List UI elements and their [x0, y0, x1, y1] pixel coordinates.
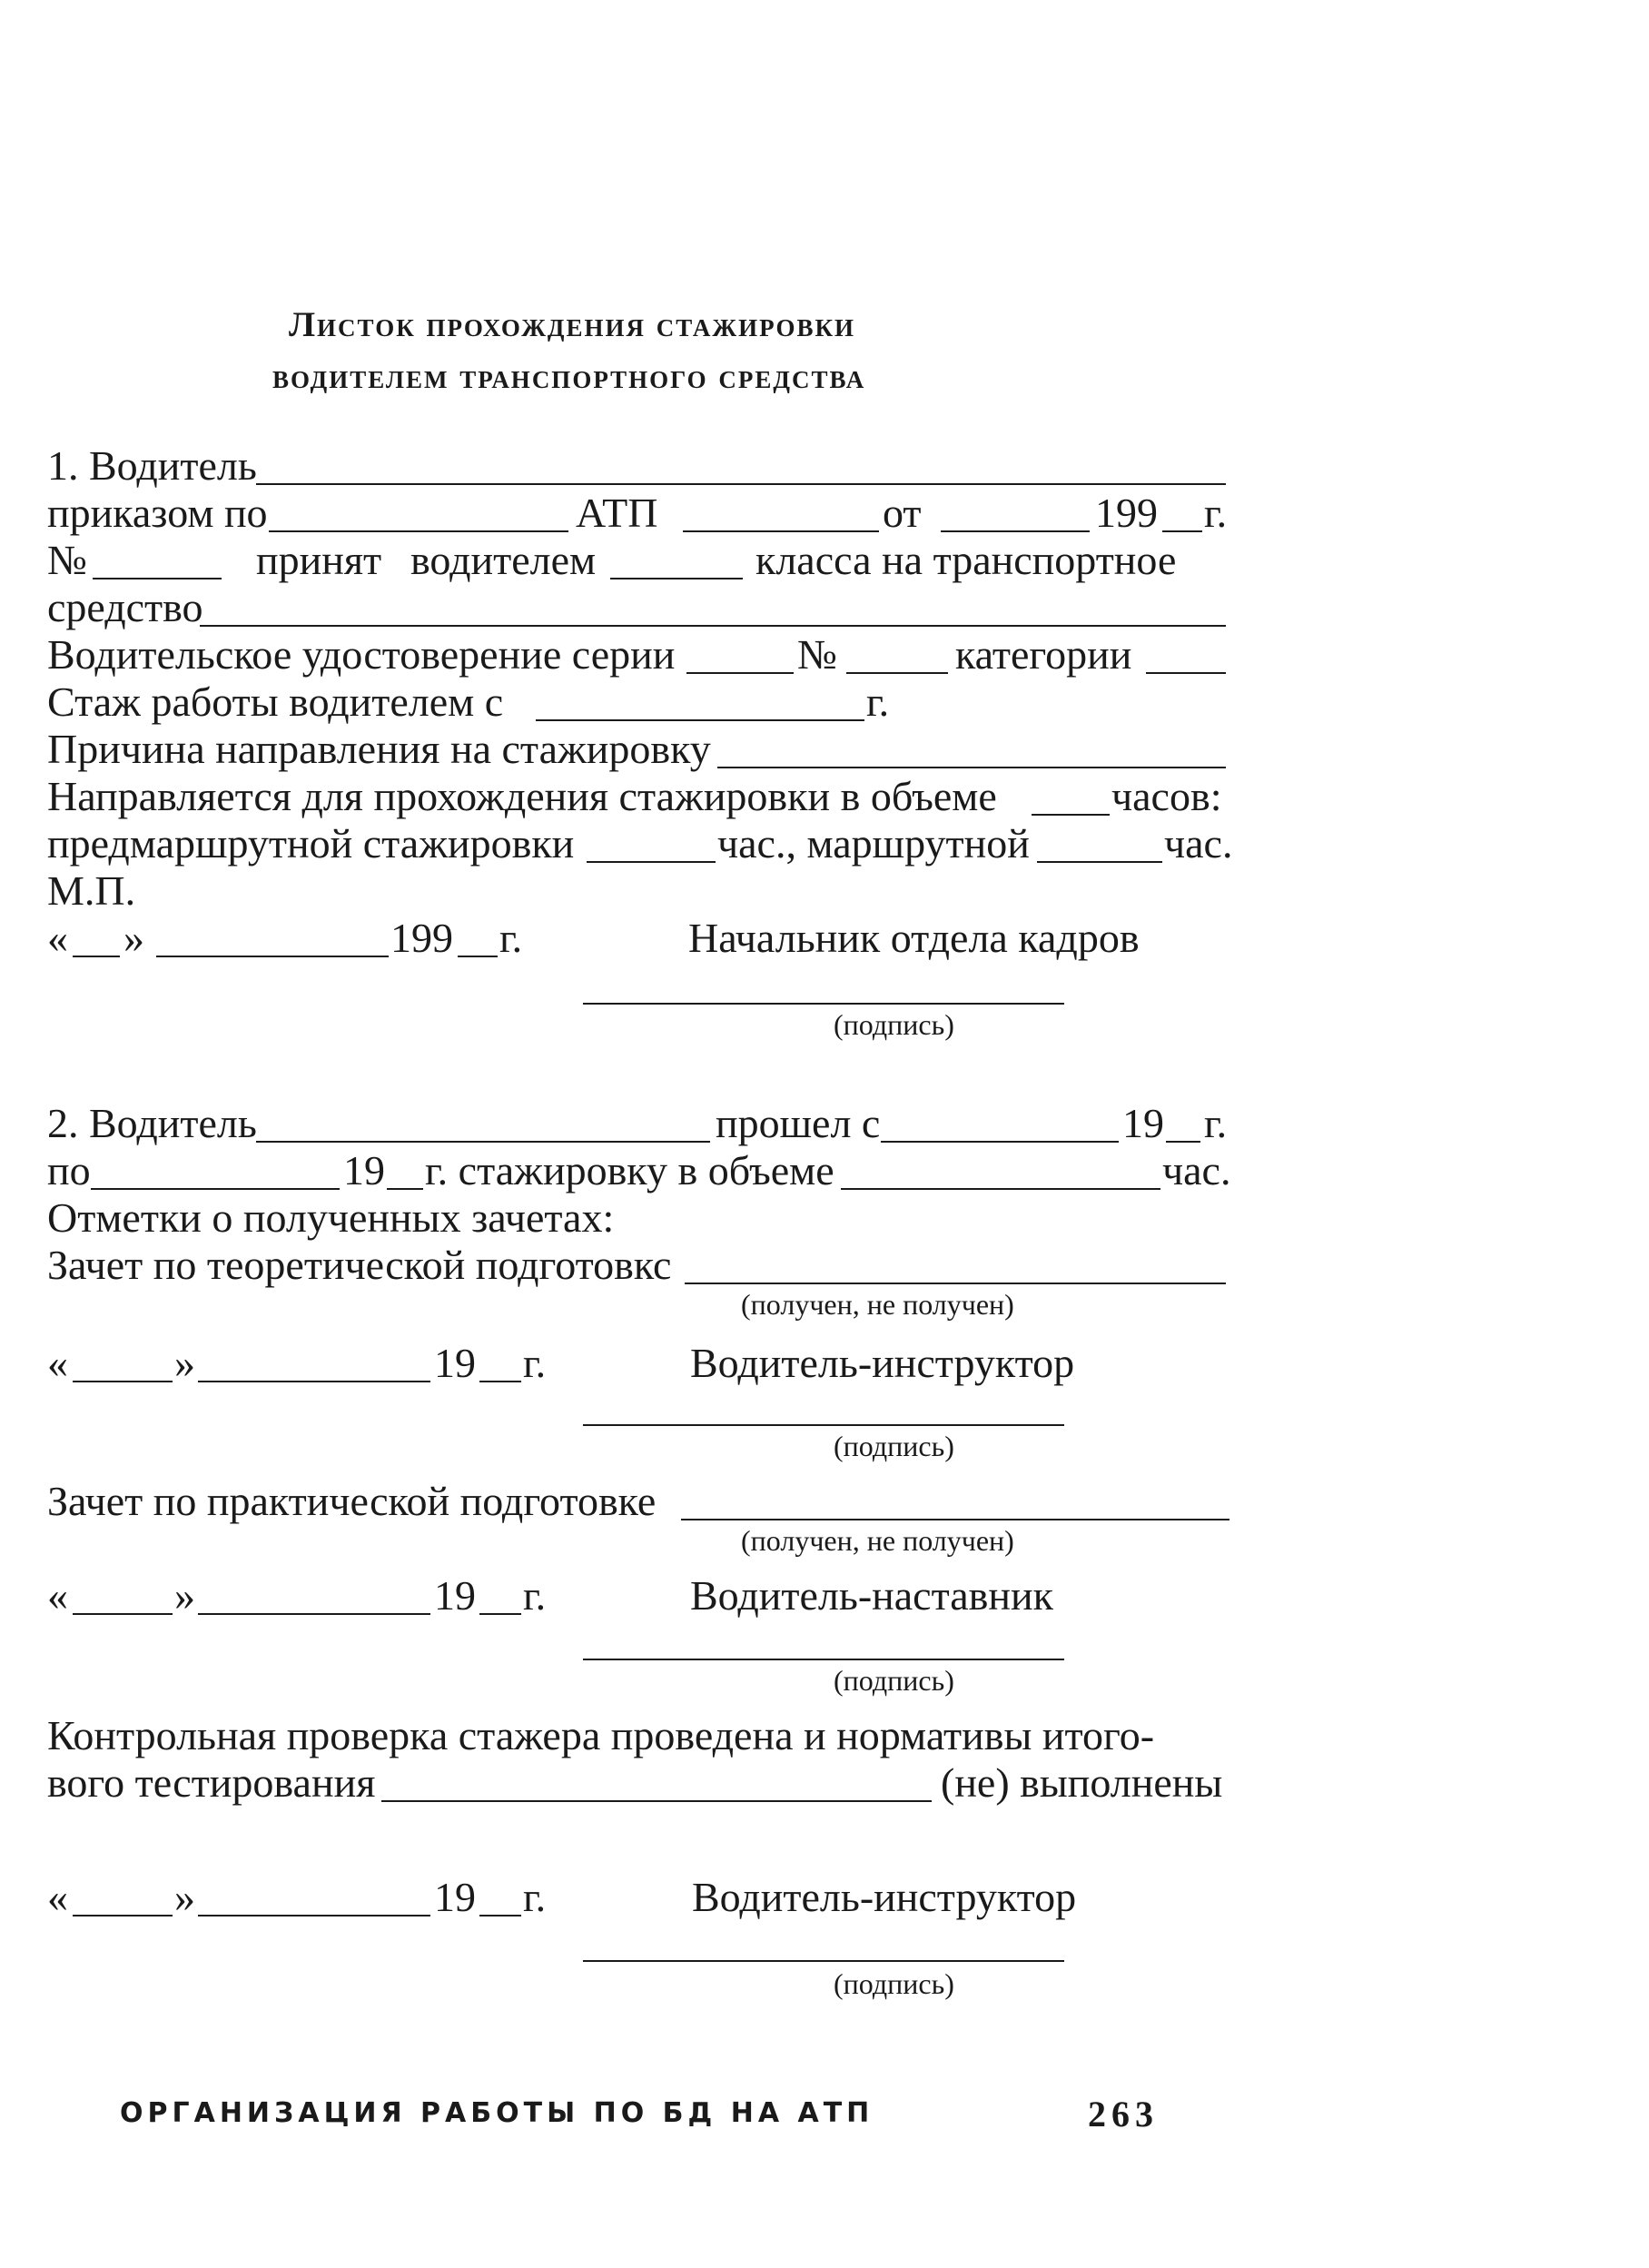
- s2-date1-year-field[interactable]: [479, 1381, 521, 1382]
- s1-order-field[interactable]: [269, 530, 568, 532]
- s2-practice-label: Зачет по практической подготовке: [47, 1478, 657, 1524]
- s1-hours-label: часов:: [1111, 773, 1222, 819]
- s2-date1-close: »: [174, 1340, 195, 1386]
- s2-practice-field[interactable]: [681, 1519, 1229, 1520]
- s2-volume-field[interactable]: [841, 1188, 1160, 1190]
- s1-sent-label: Направляется для прохождения стажировки в объеме: [47, 773, 997, 819]
- page-number: 263: [1088, 2094, 1159, 2134]
- s2-date2-month-field[interactable]: [198, 1613, 430, 1615]
- s2-theory-label: Зачет по теоретической подготовкс: [47, 1242, 672, 1288]
- s2-to-label: по: [47, 1147, 91, 1193]
- s1-vehicle-field[interactable]: [200, 625, 1226, 627]
- s1-as-driver-label: водителем: [410, 537, 597, 583]
- s1-signature-caption: (подпись): [834, 1008, 954, 1041]
- s2-g-a: г.: [1204, 1100, 1228, 1146]
- s2-date3-month-field[interactable]: [198, 1915, 430, 1916]
- s2-year-b-field[interactable]: [387, 1188, 423, 1190]
- s1-pre-route-label: предмаршрутной стажировки: [47, 820, 575, 867]
- s1-pre-route-field[interactable]: [587, 861, 716, 863]
- s2-control-line-2-start: вого тестирования: [47, 1759, 376, 1806]
- s2-driver-label: 2. Водитель: [47, 1100, 257, 1146]
- s1-no-label: №: [47, 537, 87, 583]
- s1-hr-signature-line[interactable]: [583, 1003, 1064, 1005]
- s1-vehicle-label: средство: [47, 584, 203, 630]
- s2-instructor-signature-line-2[interactable]: [583, 1960, 1064, 1962]
- s1-reason-label: Причина направления на стажировку: [47, 726, 711, 772]
- s2-year-a-field[interactable]: [1166, 1141, 1200, 1143]
- s2-date2-close: »: [174, 1572, 195, 1619]
- s2-date2-day-field[interactable]: [73, 1613, 173, 1615]
- s2-instructor-label-2: Водитель-инструктор: [692, 1874, 1077, 1920]
- s1-category-field[interactable]: [1146, 672, 1226, 674]
- s1-license-no-field[interactable]: [846, 672, 948, 674]
- s1-driver-label: 1. Водитель: [47, 442, 257, 489]
- s1-experience-g-label: г.: [866, 678, 890, 725]
- s1-hours-field[interactable]: [1032, 814, 1110, 816]
- s1-atp-field[interactable]: [683, 530, 879, 532]
- s1-date-open: «: [47, 915, 68, 961]
- s2-date2-year-field[interactable]: [479, 1613, 521, 1615]
- s2-instructor-signature-line-1[interactable]: [583, 1424, 1064, 1426]
- s1-hrs-end-label: час.: [1164, 820, 1233, 867]
- s2-received-caption-2: (получен, не получен): [741, 1524, 1014, 1557]
- s1-route-field[interactable]: [1037, 861, 1162, 863]
- s2-date1-open: «: [47, 1340, 68, 1386]
- s1-reason-field[interactable]: [717, 767, 1226, 768]
- s2-instructor-label-1: Водитель-инструктор: [690, 1340, 1075, 1386]
- s2-date3-open: «: [47, 1874, 68, 1920]
- s2-date1-month-field[interactable]: [198, 1381, 430, 1382]
- s2-received-caption-1: (получен, не получен): [741, 1288, 1014, 1321]
- s2-marks-label: Отметки о полученных зачетах:: [47, 1194, 615, 1241]
- s1-license-series-field[interactable]: [686, 672, 794, 674]
- s2-signature-caption-1: (подпись): [834, 1430, 954, 1462]
- s2-date2-year: 19: [434, 1572, 476, 1619]
- s1-accepted-label: принят: [256, 537, 382, 583]
- s1-class-field[interactable]: [610, 578, 743, 579]
- s2-date3-g: г.: [523, 1874, 547, 1920]
- s1-atp-label: АТП: [576, 490, 658, 536]
- s1-order-label: приказом по: [47, 490, 268, 536]
- s1-driver-field[interactable]: [256, 483, 1226, 485]
- s1-hr-head-label: Начальник отдела кадров: [688, 915, 1140, 961]
- s1-date-g: г.: [499, 915, 523, 961]
- s1-license-label: Водительское удостоверение серии: [47, 631, 676, 678]
- s2-signature-caption-2: (подпись): [834, 1664, 954, 1697]
- s2-date1-day-field[interactable]: [73, 1381, 173, 1382]
- s2-date3-close: »: [174, 1874, 195, 1920]
- s2-signature-caption-3: (подпись): [834, 1967, 954, 2000]
- s1-date-year-field[interactable]: [458, 956, 498, 957]
- s1-experience-label: Стаж работы водителем с: [47, 678, 504, 725]
- s2-year-a: 19: [1122, 1100, 1164, 1146]
- s1-year-label: 199: [1095, 490, 1158, 536]
- title-line-1: Листок прохождения стажировки: [289, 305, 856, 344]
- s2-date2-g: г.: [523, 1572, 547, 1619]
- s1-experience-field[interactable]: [536, 719, 864, 721]
- s2-control-line-2-end: (не) выполнены: [941, 1759, 1223, 1806]
- s1-year-field[interactable]: [1162, 530, 1202, 532]
- s2-date1-g: г.: [523, 1340, 547, 1386]
- s1-stamp-label: М.П.: [47, 867, 136, 914]
- s1-month-field[interactable]: [156, 956, 389, 957]
- s1-license-no-label: №: [797, 631, 837, 678]
- title-line-2: водителем транспортного средства: [272, 357, 866, 396]
- s2-mentor-signature-line[interactable]: [583, 1659, 1064, 1660]
- s1-date-year: 199: [390, 915, 453, 961]
- s1-day-field[interactable]: [73, 956, 120, 957]
- running-title: ОРГАНИЗАЦИЯ РАБОТЫ ПО БД НА АТП: [120, 2097, 874, 2129]
- s2-theory-field[interactable]: [685, 1283, 1226, 1284]
- s1-route-label: час., маршрутной: [717, 820, 1030, 867]
- s2-mentor-label: Водитель-наставник: [690, 1572, 1053, 1619]
- s2-date3-year: 19: [434, 1874, 476, 1920]
- s2-to-field[interactable]: [91, 1188, 340, 1190]
- s1-no-field[interactable]: [93, 578, 222, 579]
- s1-date-field[interactable]: [941, 530, 1090, 532]
- s2-date3-year-field[interactable]: [479, 1915, 521, 1916]
- s1-g-label: г.: [1204, 490, 1228, 536]
- s1-category-label: категории: [955, 631, 1132, 678]
- s1-class-label: класса на транспортное: [755, 537, 1177, 583]
- s2-driver-field[interactable]: [256, 1141, 710, 1143]
- s1-date-close: »: [123, 915, 144, 961]
- s2-date2-open: «: [47, 1572, 68, 1619]
- s1-from-label: от: [883, 490, 922, 536]
- s2-hrs-label: час.: [1162, 1147, 1231, 1193]
- s2-volume-label: г. стажировку в объеме: [425, 1147, 834, 1193]
- s2-from-field[interactable]: [881, 1141, 1119, 1143]
- s2-date3-day-field[interactable]: [73, 1915, 173, 1916]
- s2-date1-year: 19: [434, 1340, 476, 1386]
- s2-control-line-1: Контрольная проверка стажера проведена и нормативы итого-: [47, 1712, 1155, 1758]
- s2-testing-field[interactable]: [381, 1800, 932, 1802]
- s2-passed-label: прошел с: [716, 1100, 881, 1146]
- s2-year-b: 19: [343, 1147, 385, 1193]
